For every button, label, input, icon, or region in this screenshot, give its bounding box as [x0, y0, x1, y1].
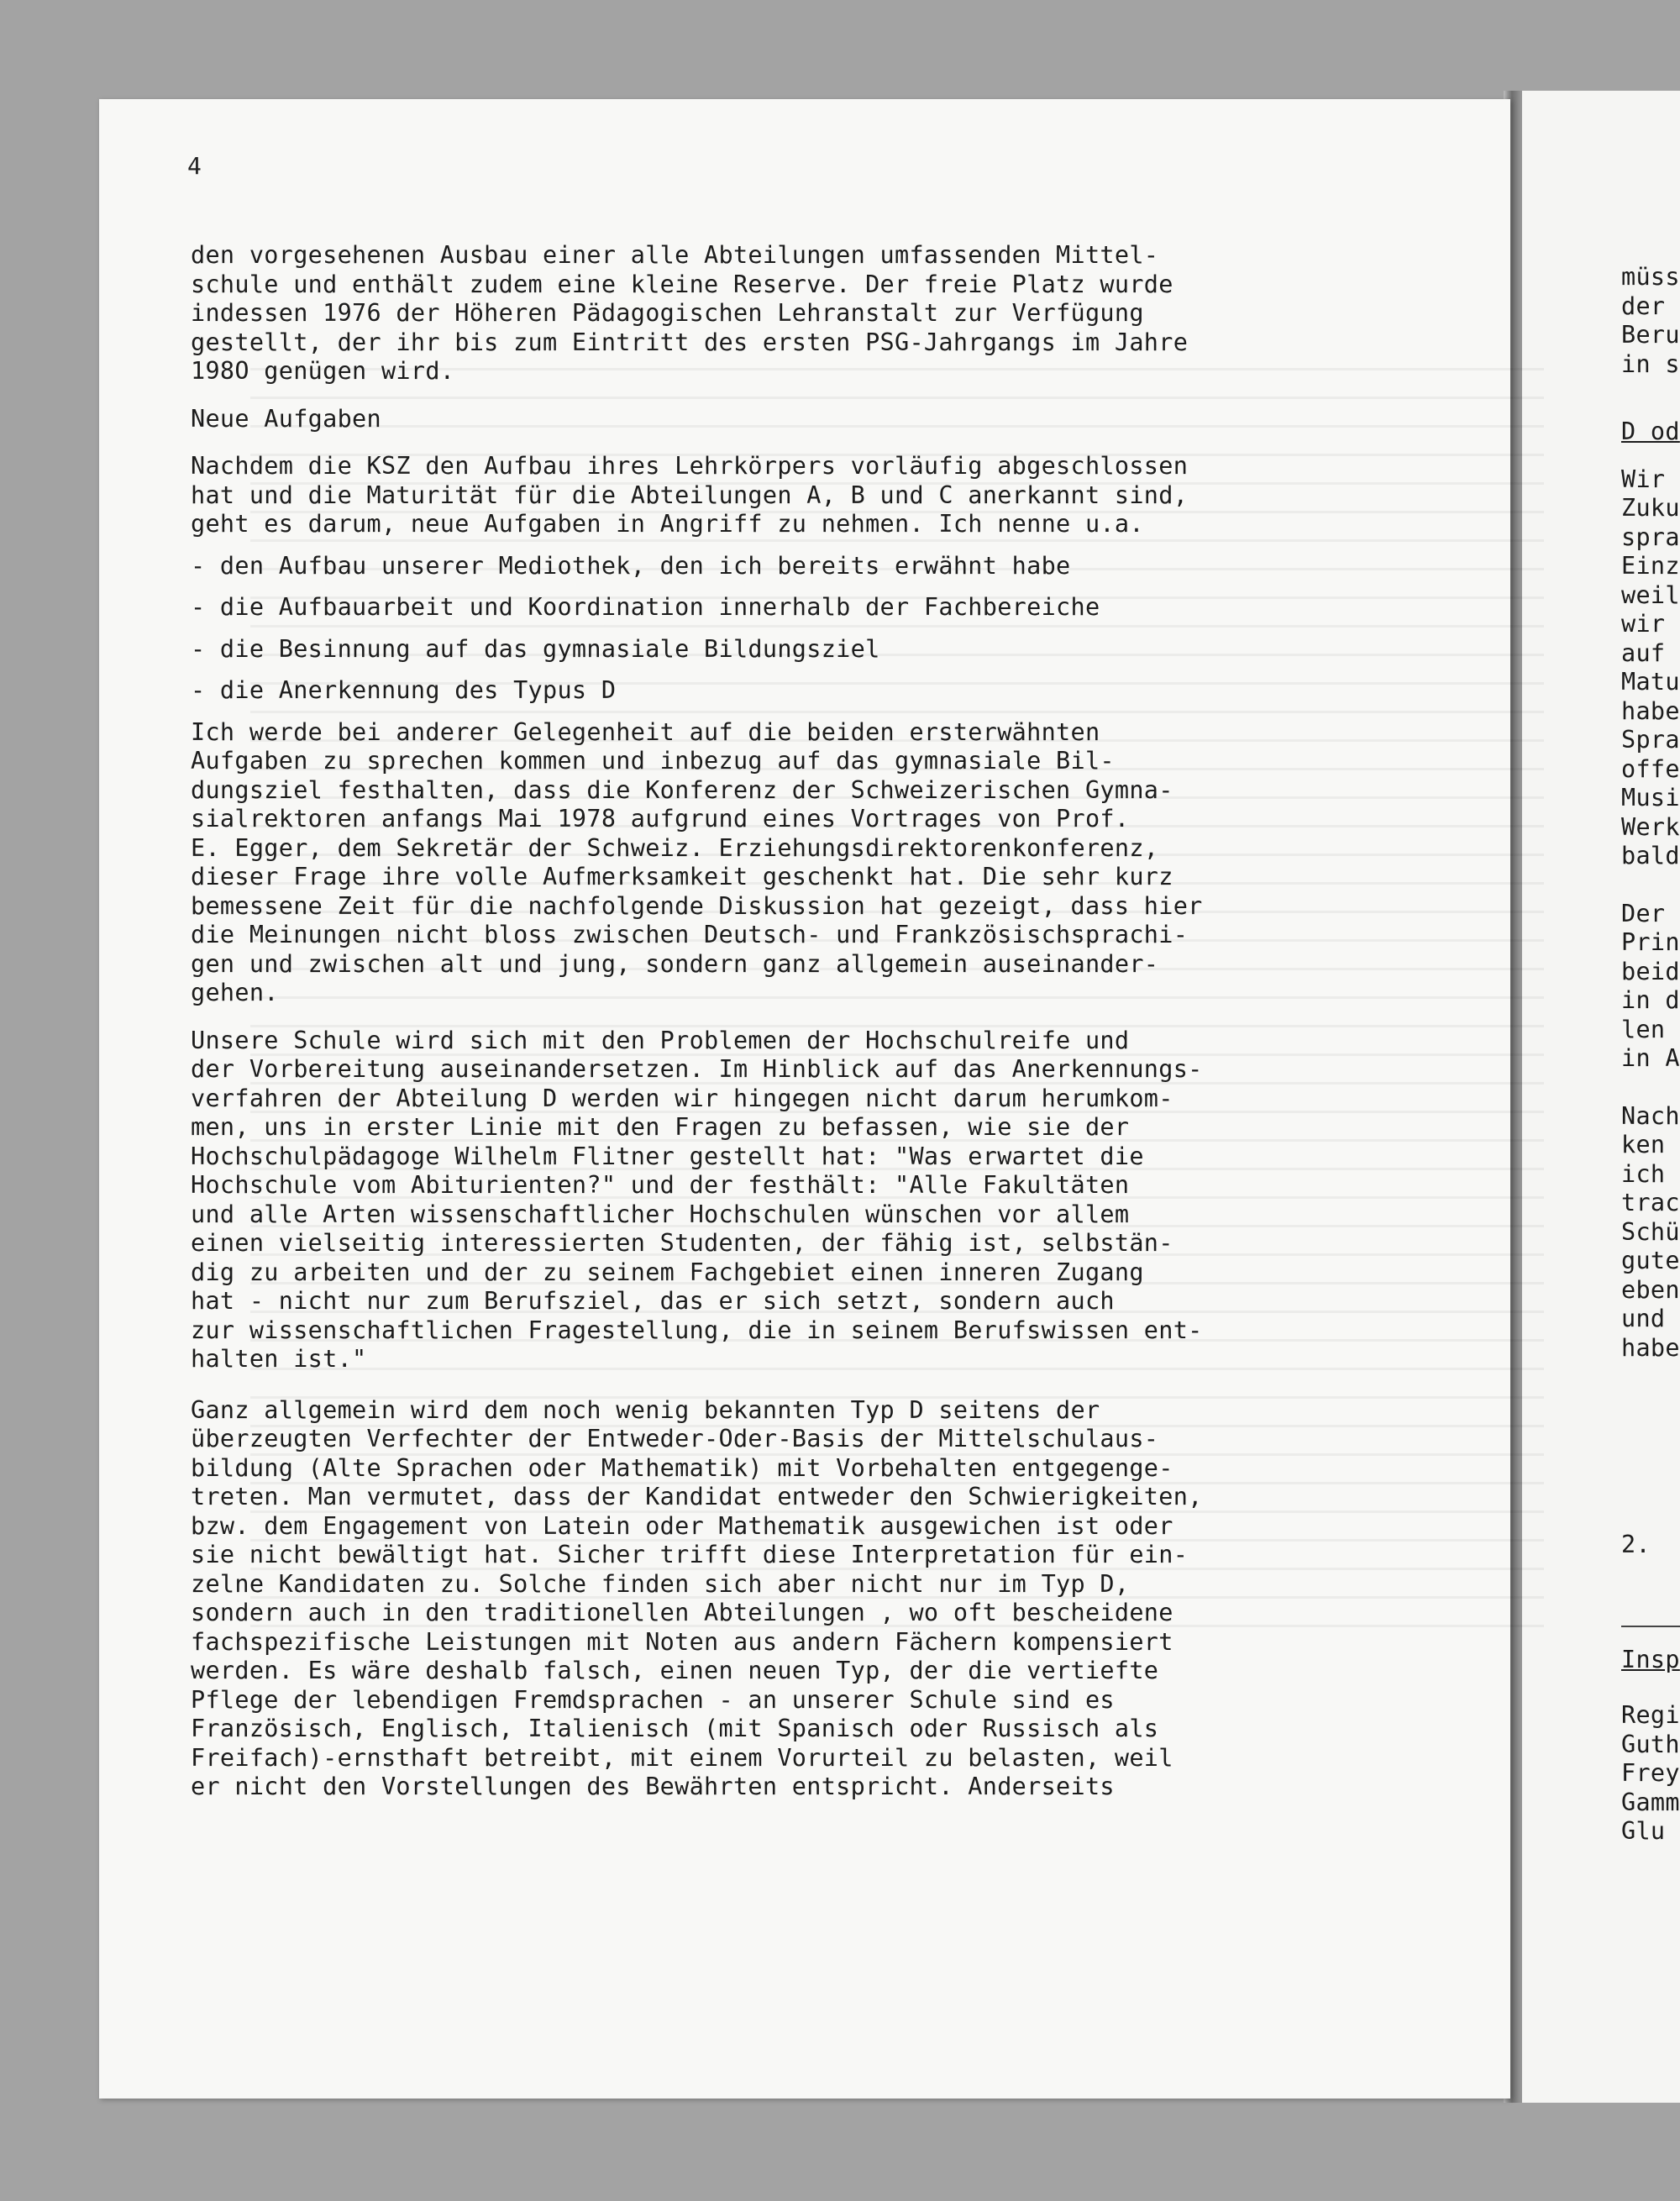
- text-line: und alle Arten wissenschaftlicher Hochschulen wünschen vor allem: [191, 1200, 1130, 1228]
- text-line: werden. Es wäre deshalb falsch, einen neuen Typ, der die vertiefte: [191, 1657, 1159, 1684]
- text-line: dig zu arbeiten und der zu seinem Fachgebiet einen inneren Zugang: [191, 1258, 1144, 1286]
- text-line: habe: [1621, 696, 1680, 725]
- section-heading: D od: [1621, 418, 1680, 445]
- text-line: verfahren der Abteilung D werden wir hingegen nicht darum herumkom-: [191, 1084, 1173, 1112]
- text-line: Frey: [1621, 1759, 1680, 1787]
- text-line: sondern auch in den traditionellen Abteilungen , wo oft bescheidene: [191, 1599, 1173, 1626]
- text-line: wir: [1621, 610, 1666, 638]
- text-line: Einz: [1621, 552, 1680, 580]
- text-line: er nicht den Vorstellungen des Bewährten entspricht. Anderseits: [191, 1773, 1115, 1800]
- paragraph-intro: [191, 241, 1430, 386]
- text-line: Hochschulpädagoge Wilhelm Flitner gestellt hat: "Was erwartet die: [191, 1142, 1144, 1170]
- text-line: Prin: [1621, 928, 1680, 956]
- text-line: Werk: [1621, 812, 1680, 841]
- text-line: Hochschule vom Abiturienten?" und der festhält: "Alle Fakultäten: [191, 1171, 1130, 1199]
- list-item: - die Aufbauarbeit und Koordination innerhalb der Fachbereiche: [191, 593, 1100, 621]
- paragraph-hochschulreife: [191, 1027, 1430, 1374]
- text-line: geht es darum, neue Aufgaben in Angriff zu nehmen. Ich nenne u.a.: [191, 510, 1144, 538]
- text-line: ich: [1621, 1159, 1666, 1188]
- text-line: habe: [1621, 1333, 1680, 1362]
- text-line: gehen.: [191, 979, 279, 1006]
- text-line: Freifach)-ernsthaft betreibt, mit einem Vorurteil zu belasten, weil: [191, 1743, 1173, 1772]
- text-line: bald: [1621, 842, 1680, 869]
- text-line: die Meinungen nicht bloss zwischen Deutsch- und Frankzösischsprachi-: [191, 921, 1189, 948]
- text-line: men, uns in erster Linie mit den Fragen zu befassen, wie sie der: [191, 1113, 1130, 1141]
- text-line: eben: [1621, 1275, 1680, 1304]
- text-line: Gamm: [1621, 1788, 1680, 1816]
- section-heading: Neue Aufgaben: [191, 404, 381, 433]
- text-line: spra: [1621, 523, 1680, 551]
- text-line: hat - nicht nur zum Berufsziel, das er sich setzt, sondern auch: [191, 1287, 1115, 1315]
- text-line: sialrektoren anfangs Mai 1978 aufgrund eines Vortrages von Prof.: [191, 805, 1130, 833]
- text-line: fachspezifische Leistungen mit Noten aus andern Fächern kompensiert: [191, 1627, 1173, 1656]
- text-line: Wir: [1621, 465, 1666, 493]
- text-line: hat und die Maturität für die Abteilungen A, B und C anerkannt sind,: [191, 481, 1189, 509]
- text-line: E. Egger, dem Sekretär der Schweiz. Erziehungsdirektorenkonferenz,: [191, 833, 1159, 862]
- text-line: schule und enthält zudem eine kleine Reserve. Der freie Platz wurde: [191, 270, 1173, 298]
- text-line: Französisch, Englisch, Italienisch (mit Spanisch oder Russisch als: [191, 1715, 1159, 1742]
- paragraph-tasks: [191, 452, 1430, 539]
- text-line: müss: [1621, 263, 1680, 291]
- text-line: bzw. dem Engagement von Latein oder Mathematik ausgewichen ist oder: [191, 1511, 1173, 1540]
- text-line: Glu: [1621, 1817, 1666, 1845]
- text-line: den vorgesehenen Ausbau einer alle Abteilungen umfassenden Mittel-: [191, 241, 1159, 269]
- text-line: Aufgaben zu sprechen kommen und inbezug auf das gymnasiale Bil-: [191, 747, 1115, 775]
- text-line: in s: [1621, 349, 1680, 378]
- text-line: Unsere Schule wird sich mit den Problemen der Hochschulreife und: [191, 1026, 1130, 1054]
- text-line: bildung (Alte Sprachen oder Mathematik) mit Vorbehalten entgegenge-: [191, 1453, 1173, 1482]
- text-line: Schü: [1621, 1217, 1680, 1246]
- text-line: ken: [1621, 1131, 1666, 1158]
- text-line: der Vorbereitung auseinandersetzen. Im Hinblick auf das Anerkennungs-: [191, 1055, 1203, 1083]
- paragraph-bildungsziel: [191, 718, 1430, 1008]
- list-item: - die Besinnung auf das gymnasiale Bildungsziel: [191, 634, 880, 663]
- section-divider: [1621, 1626, 1680, 1627]
- text-line: gute: [1621, 1247, 1680, 1274]
- text-line: gen und zwischen alt und jung, sondern ganz allgemein auseinander-: [191, 949, 1159, 978]
- text-line: trac: [1621, 1189, 1680, 1216]
- task-list: [191, 552, 1430, 706]
- list-item: - den Aufbau unserer Mediothek, den ich bereits erwähnt habe: [191, 551, 1071, 580]
- text-line: beid: [1621, 957, 1680, 985]
- text-line: halten ist.": [191, 1345, 367, 1373]
- list-item: - die Anerkennung des Typus D: [191, 676, 617, 704]
- text-line: einen vielseitig interessierten Studenten, der fähig ist, selbstän-: [191, 1229, 1173, 1257]
- text-line: Musi: [1621, 784, 1680, 812]
- text-line: Nach: [1621, 1101, 1680, 1130]
- text-line: treten. Man vermutet, dass der Kandidat entweder den Schwierigkeiten,: [191, 1483, 1203, 1510]
- page-number: 4: [187, 152, 202, 180]
- page-body: [191, 241, 1430, 1802]
- text-line: auf: [1621, 638, 1666, 667]
- text-line: indessen 1976 der Höheren Pädagogischen Lehranstalt zur Verfügung: [191, 299, 1144, 327]
- facing-page-text: [1621, 263, 1680, 1846]
- text-line: in A: [1621, 1044, 1680, 1072]
- text-line: dungsziel festhalten, dass die Konferenz der Schweizerischen Gymna-: [191, 775, 1173, 804]
- text-line: gestellt, der ihr bis zum Eintritt des ersten PSG-Jahrgangs im Jahre: [191, 328, 1189, 356]
- text-line: überzeugten Verfechter der Entweder-Oder-Basis der Mittelschulaus-: [191, 1425, 1159, 1452]
- text-line: Ich werde bei anderer Gelegenheit auf die beiden ersterwähnten: [191, 717, 1100, 746]
- text-line: Regi: [1621, 1701, 1680, 1729]
- text-line: zelne Kandidaten zu. Solche finden sich aber nicht nur im Typ D,: [191, 1569, 1130, 1598]
- text-line: sie nicht bewältigt hat. Sicher trifft diese Interpretation für ein-: [191, 1541, 1189, 1568]
- text-line: Spra: [1621, 726, 1680, 754]
- text-line: Beru: [1621, 321, 1680, 349]
- paragraph-typ-d: [191, 1396, 1430, 1802]
- text-line: 198O genügen wird.: [191, 357, 455, 385]
- text-line: Matu: [1621, 668, 1680, 696]
- text-line: Ganz allgemein wird dem noch wenig bekannten Typ D seitens der: [191, 1395, 1100, 1424]
- text-line: und: [1621, 1305, 1666, 1332]
- text-line: Zuku: [1621, 494, 1680, 522]
- text-line: Pflege der lebendigen Fremdsprachen - an unserer Schule sind es: [191, 1685, 1115, 1714]
- section-number: 2.: [1621, 1531, 1651, 1558]
- text-line: Guth: [1621, 1730, 1680, 1758]
- text-line: offe: [1621, 754, 1680, 783]
- text-line: bemessene Zeit für die nachfolgende Diskussion hat gezeigt, dass hier: [191, 891, 1203, 920]
- text-line: Nachdem die KSZ den Aufbau ihres Lehrkörpers vorläufig abgeschlossen: [191, 452, 1189, 480]
- text-line: dieser Frage ihre volle Aufmerksamkeit geschenkt hat. Die sehr kurz: [191, 863, 1173, 890]
- text-line: zur wissenschaftlichen Fragestellung, die in seinem Berufswissen ent-: [191, 1316, 1203, 1344]
- section-heading: Insp: [1621, 1645, 1680, 1673]
- text-line: weil: [1621, 580, 1680, 609]
- text-line: in d: [1621, 986, 1680, 1014]
- text-line: len: [1621, 1015, 1666, 1043]
- text-line: der: [1621, 292, 1666, 320]
- text-line: Der: [1621, 899, 1666, 927]
